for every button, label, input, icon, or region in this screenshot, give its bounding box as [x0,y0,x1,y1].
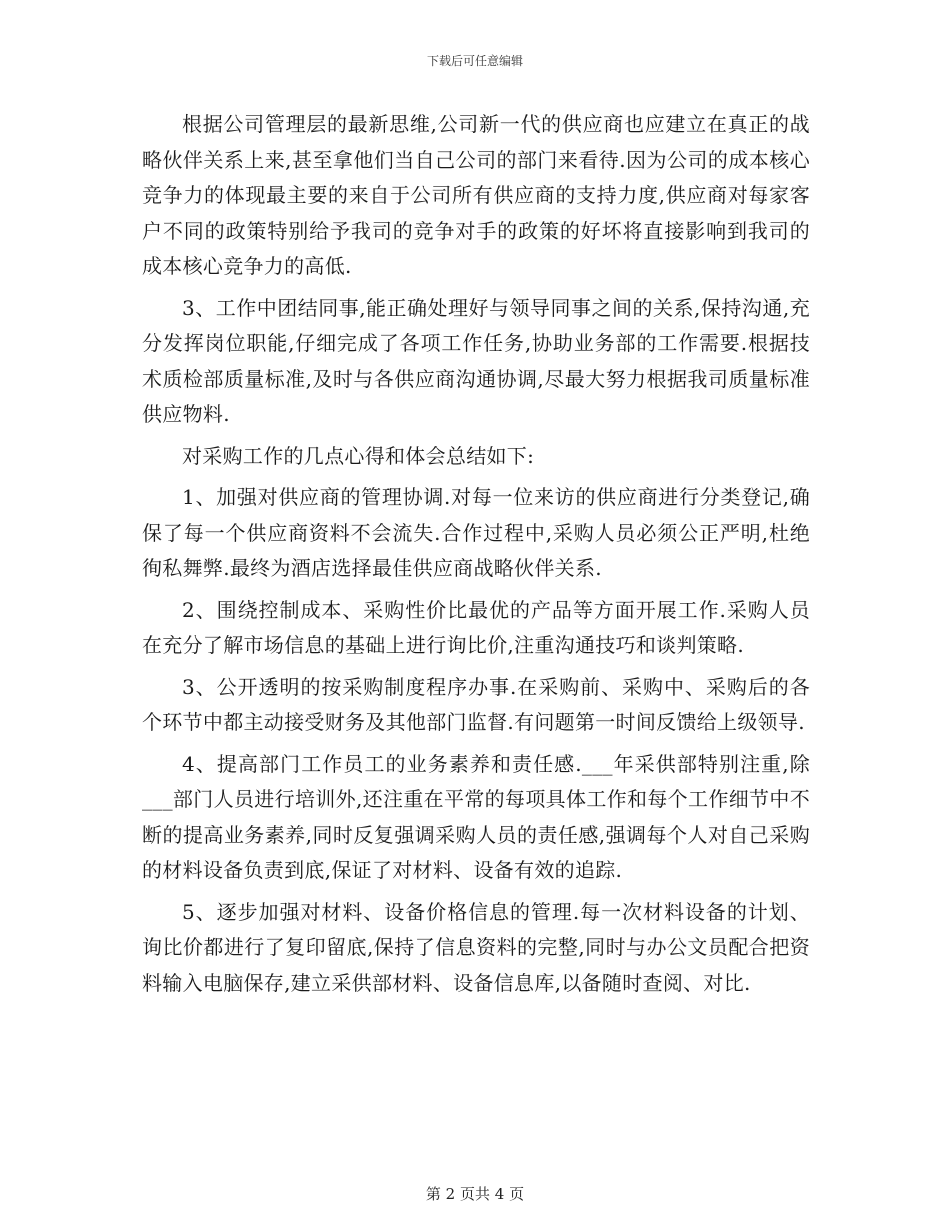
paragraph-point-1: 1、加强对供应商的管理协调.对每一位来访的供应商进行分类登记,确保了每一个供应商资料不会流失.合作过程中,采购人员必须公正严明,杜绝徇私舞弊.最终为酒店选择最佳供应商战略伙伴关系. [142,485,810,580]
paragraph-point-4: 4、提高部门工作员工的业务素养和责任感.___年采供部特别注重,除___部门人员进行培训外,还注重在平常的每项具体工作和每个工作细节中不断的提高业务素养,同时反复强调采购人员的责任感,强调每个人对自己采购的材料设备负责到底,保证了对材料、设备有效的追踪. [142,751,810,882]
paragraph-point-5: 5、逐步加强对材料、设备价格信息的管理.每一次材料设备的计划、询比价都进行了复印留底,保持了信息资料的完整,同时与办公文员配合把资料输入电脑保存,建立采供部材料、设备信息库,以备随时查阅、对比. [142,899,810,995]
page-footer: 第 2 页共 4 页 [425,1185,525,1203]
paragraph-point-3: 3、公开透明的按采购制度程序办事.在采购前、采购中、采购后的各个环节中都主动接受财务及其他部门监督.有问题第一时间反馈给上级领导. [142,674,810,734]
paragraph-teamwork: 3、工作中团结同事,能正确处理好与领导同事之间的关系,保持沟通,充分发挥岗位职能,仔细完成了各项工作任务,协助业务部的工作需要.根据技术质检部质量标准,及时与各供应商沟通协调,尽最大努力根据我司质量标准供应物料. [142,295,810,426]
paragraph-strategy: 根据公司管理层的最新思维,公司新一代的供应商也应建立在真正的战略伙伴关系上来,甚至拿他们当自己公司的部门来看待.因为公司的成本核心竞争力的体现最主要的来自于公司所有供应商的支持力度,供应商对每家客户不同的政策特别给予我司的竞争对手的政策的好坏将直接影响到我司的成本核心竞争力的高低. [142,112,810,278]
document-body [142,107,810,1007]
page-header: 下载后可任意编辑 [426,54,523,68]
paragraph-point-2: 2、围绕控制成本、采购性价比最优的产品等方面开展工作.采购人员在充分了解市场信息的基础上进行询比价,注重沟通技巧和谈判策略. [142,597,810,657]
paragraph-summary-intro: 对采购工作的几点心得和体会总结如下: [182,443,535,468]
